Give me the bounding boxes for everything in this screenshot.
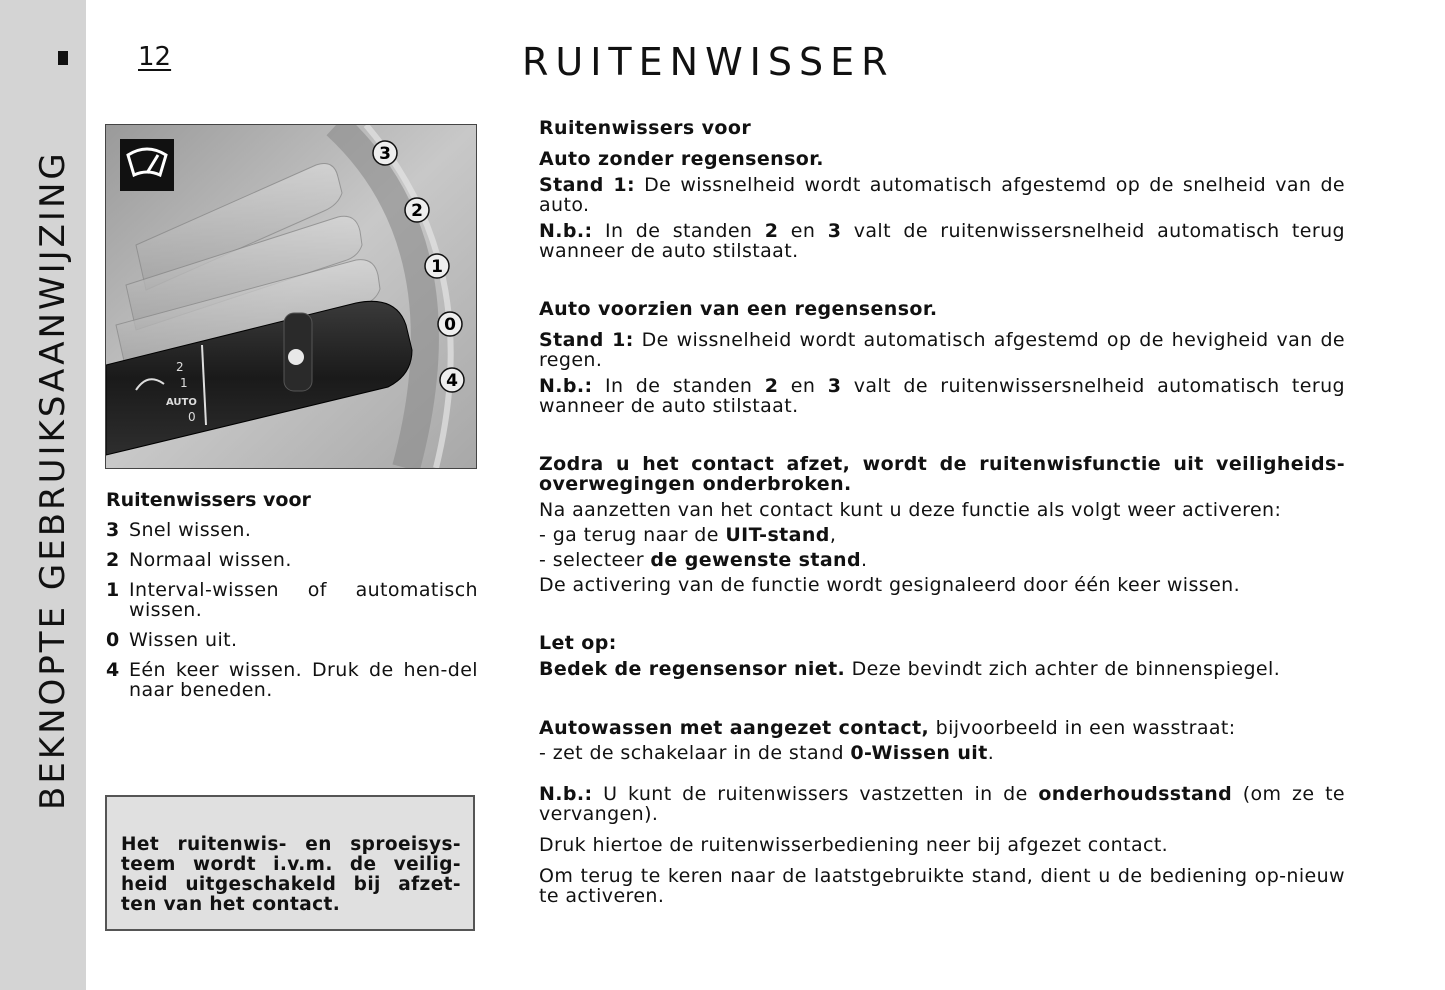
- safety-warning-box: Het ruitenwis- en sproeisys-teem wordt i.v.m. de veilig-heid uitgeschakeld bij afzet-ten van het contact.: [105, 795, 475, 931]
- page-number: 12: [138, 42, 172, 72]
- text: en: [778, 220, 828, 242]
- callout-2: 2: [411, 201, 423, 221]
- paragraph: [539, 221, 1345, 261]
- legend-heading: Ruitenwissers voor: [106, 489, 311, 511]
- windscreen-wiper-icon: [120, 139, 174, 191]
- text: onderhoudsstand: [1038, 783, 1233, 805]
- label: Stand 1:: [539, 174, 636, 196]
- paragraph: [539, 330, 1345, 370]
- text: De wissnelheid wordt automatisch afgestemd op de hevigheid van de regen.: [539, 329, 1345, 371]
- text: In de standen: [592, 375, 765, 397]
- label: N.b.:: [539, 783, 593, 805]
- legend-text: Eén keer wissen. Druk de hen-del naar beneden.: [129, 659, 478, 701]
- legend-num: 4: [106, 659, 120, 681]
- text: De wissnelheid wordt automatisch afgestemd op de snelheid van de auto.: [539, 174, 1345, 216]
- text: 3: [827, 220, 842, 242]
- list-item: [539, 550, 1345, 570]
- paragraph: Om terug te keren naar de laatstgebruikte stand, dient u de bediening op-nieuw te activeren.: [539, 865, 1345, 907]
- paragraph: [539, 175, 1345, 215]
- paragraph: De activering van de functie wordt gesignaleerd door één keer wissen.: [539, 574, 1241, 596]
- text: 0-Wissen uit: [850, 742, 988, 764]
- legend-item: [106, 580, 478, 620]
- text: (om ze te vervangen).: [539, 783, 1346, 825]
- section-heading: Let op:: [539, 632, 617, 654]
- paragraph: [539, 659, 1345, 679]
- section-heading: Ruitenwissers voor: [539, 117, 752, 139]
- text: .: [860, 549, 868, 571]
- paragraph: [539, 376, 1345, 416]
- sidebar: [0, 0, 86, 990]
- callout-1: 1: [431, 257, 443, 277]
- legend-item: [106, 660, 478, 700]
- legend-text: Snel wissen.: [129, 519, 252, 541]
- text: In de standen: [592, 220, 765, 242]
- paragraph: Na aanzetten van het contact kunt u deze functie als volgt weer activeren:: [539, 499, 1282, 521]
- paragraph: [539, 784, 1345, 824]
- text: 2: [764, 220, 779, 242]
- section-marker: [58, 51, 68, 65]
- legend-num: 1: [106, 579, 120, 601]
- text: de gewenste stand: [650, 549, 861, 571]
- section-heading: Auto voorzien van een regensensor.: [539, 298, 938, 320]
- text: valt de ruitenwissersnelheid automatisch terug wanneer de auto stilstaat.: [539, 375, 1345, 417]
- page-title: RUITENWISSER: [522, 40, 895, 84]
- text: Deze bevindt zich achter de binnenspiegel.: [845, 658, 1281, 680]
- legend-num: 0: [106, 629, 120, 651]
- main-text: [539, 118, 1345, 906]
- text: - selecteer: [539, 549, 651, 571]
- callout-3: 3: [379, 144, 391, 164]
- section-heading: Zodra u het contact afzet, wordt de ruitenwisfunctie uit veiligheids-overwegingen onderbroken.: [539, 453, 1345, 495]
- text: Autowassen met aangezet contact,: [539, 717, 930, 739]
- paragraph: [539, 718, 1345, 738]
- wiper-stalk-illustration: [105, 124, 477, 469]
- section-heading: Auto zonder regensensor.: [539, 148, 824, 170]
- label: N.b.:: [539, 375, 593, 397]
- legend-num: 3: [106, 519, 120, 541]
- stalk-label-auto: AUTO: [166, 397, 197, 408]
- legend-text: Normaal wissen.: [129, 549, 292, 571]
- label: N.b.:: [539, 220, 593, 242]
- legend-item: [106, 550, 478, 570]
- text: valt de ruitenwissersnelheid automatisch terug wanneer de auto stilstaat.: [539, 220, 1345, 262]
- stalk-label-2: 2: [176, 360, 184, 374]
- text: Bedek de regensensor niet.: [539, 658, 846, 680]
- text: 3: [827, 375, 842, 397]
- legend-text: Wissen uit.: [129, 629, 238, 651]
- legend-num: 2: [106, 549, 120, 571]
- text: bijvoorbeeld in een wasstraat:: [929, 717, 1236, 739]
- legend: [106, 490, 478, 710]
- callout-4: 4: [446, 371, 458, 391]
- label: Stand 1:: [539, 329, 634, 351]
- list-item: [539, 525, 1345, 545]
- text: U kunt de ruitenwissers vastzetten in de: [592, 783, 1039, 805]
- text: - zet de schakelaar in de stand: [539, 742, 851, 764]
- list-item: [539, 743, 1345, 763]
- legend-item: [106, 520, 478, 540]
- text: ,: [829, 524, 837, 546]
- sidebar-title: BEKNOPTE GEBRUIKSAANWIJZING: [33, 150, 73, 810]
- paragraph: Druk hiertoe de ruitenwisserbediening neer bij afgezet contact.: [539, 834, 1169, 856]
- stalk-label-0: 0: [188, 410, 196, 424]
- text: UIT-stand: [725, 524, 830, 546]
- legend-item: [106, 630, 478, 650]
- callout-0: 0: [444, 315, 456, 335]
- legend-text: Interval-wissen of automatisch wissen.: [129, 579, 478, 621]
- text: 2: [764, 375, 779, 397]
- text: .: [987, 742, 995, 764]
- text: en: [778, 375, 828, 397]
- text: - ga terug naar de: [539, 524, 726, 546]
- stalk-label-1: 1: [180, 376, 188, 390]
